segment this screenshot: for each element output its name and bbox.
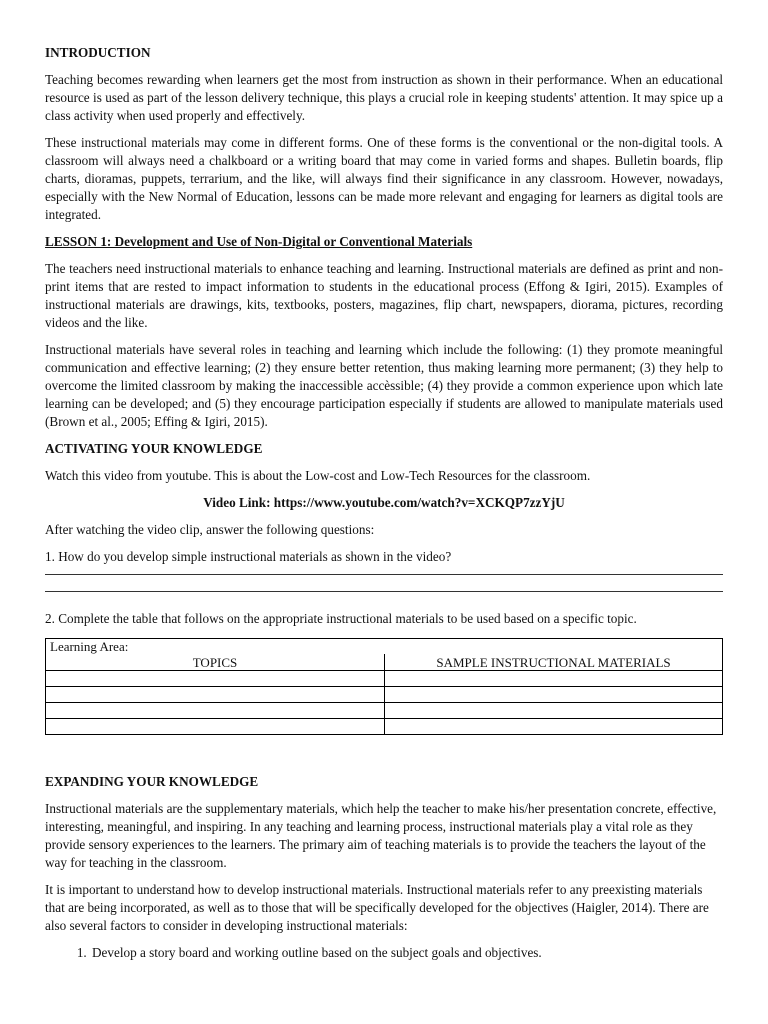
expanding-paragraph-2: It is important to understand how to develop instructional materials. Instructional materials refer to any preexisting materials that are being incorporated, as well as to those that will be specifically developed for the objectives (Haigler, 2014). There are also several factors to consider in developing instructional materials: — [45, 882, 709, 933]
table-row — [46, 671, 723, 687]
topic-cell[interactable] — [46, 703, 385, 719]
activating-heading: ACTIVATING YOUR KNOWLEDGE — [45, 441, 263, 456]
topic-cell[interactable] — [46, 671, 385, 687]
document-page — [45, 44, 723, 962]
material-cell[interactable] — [385, 703, 723, 719]
activating-paragraph-2: After watching the video clip, answer the following questions: — [45, 522, 375, 537]
topic-cell[interactable] — [46, 687, 385, 703]
list-item: 1. Develop a story board and working outline based on the subject goals and objectives. — [90, 944, 723, 962]
table-row — [46, 687, 723, 703]
introduction-heading: INTRODUCTION — [45, 45, 151, 60]
material-cell[interactable] — [385, 719, 723, 735]
table-row — [46, 719, 723, 735]
instructional-materials-table — [45, 638, 723, 735]
learning-area-cell[interactable]: Learning Area: — [46, 639, 723, 655]
answer-line-1[interactable] — [45, 574, 723, 575]
activating-paragraph-1: Watch this video from youtube. This is about the Low-cost and Low-Tech Resources for the classroom. — [45, 468, 591, 483]
video-link[interactable]: Video Link: https://www.youtube.com/watch?v=XCKQP7zzYjU — [203, 495, 565, 510]
introduction-paragraph-1: Teaching becomes rewarding when learners get the most from instruction as shown in their performance. When an educational resource is used as part of the lesson delivery technique, this plays a crucial role in keeping students' attention. It may spice up a class activity when used properly and effectively. — [45, 72, 723, 123]
material-cell[interactable] — [385, 671, 723, 687]
material-cell[interactable] — [385, 687, 723, 703]
lesson1-heading: LESSON 1: Development and Use of Non-Digital or Conventional Materials — [45, 234, 473, 249]
factors-list — [45, 944, 723, 962]
lesson1-paragraph-1: The teachers need instructional materials to enhance teaching and learning. Instructional materials are defined as print and non-print items that are rested to impact information to students in the educational process (Effong & Igiri, 2015). Examples of instructional materials are drawings, kits, textbooks, posters, magazines, flip chart, newspapers, diorama, pictures, recording videos and the like. — [45, 261, 723, 330]
materials-header: SAMPLE INSTRUCTIONAL MATERIALS — [385, 654, 723, 671]
expanding-paragraph-1: Instructional materials are the supplementary materials, which help the teacher to make his/her presentation concrete, effective, interesting, meaningful, and inspiring. In any teaching and learning process, instructional materials play a vital role as they provide sensory experiences to the learners. The primary aim of teaching materials is to provide the teachers the layout of the way for teaching in the classroom. — [45, 801, 717, 870]
expanding-heading: EXPANDING YOUR KNOWLEDGE — [45, 774, 259, 789]
lesson1-paragraph-2: Instructional materials have several roles in teaching and learning which include the following: (1) they promote meaningful communication and effective learning; (2) they ensure better retention, thus making learning more permanent; (3) they help to overcome the limited classroom by making the inaccessible accèssible; (4) they provide a common experience upon which late learning can be developed; and (5) they encourage participation especially if students are allowed to manipulate materials used (Brown et al., 2005; Effing & Igiri, 2015). — [45, 342, 723, 429]
question-2: 2. Complete the table that follows on the appropriate instructional materials to be used based on a specific topic. — [45, 611, 637, 626]
topics-header: TOPICS — [46, 654, 385, 671]
question-1: 1. How do you develop simple instructional materials as shown in the video? — [45, 549, 452, 564]
topic-cell[interactable] — [46, 719, 385, 735]
introduction-paragraph-2: These instructional materials may come in different forms. One of these forms is the conventional or the non-digital tools. A classroom will always need a chalkboard or a writing board that may come in varied forms and shapes. Bulletin boards, flip charts, dioramas, puppets, terrarium, and the like, will always find their significance in any classroom. However, nowadays, especially with the New Normal of Education, lessons can be made more relevant and engaging for learners as digital tools are integrated. — [45, 135, 723, 222]
table-row — [46, 703, 723, 719]
answer-line-2[interactable] — [45, 591, 723, 592]
